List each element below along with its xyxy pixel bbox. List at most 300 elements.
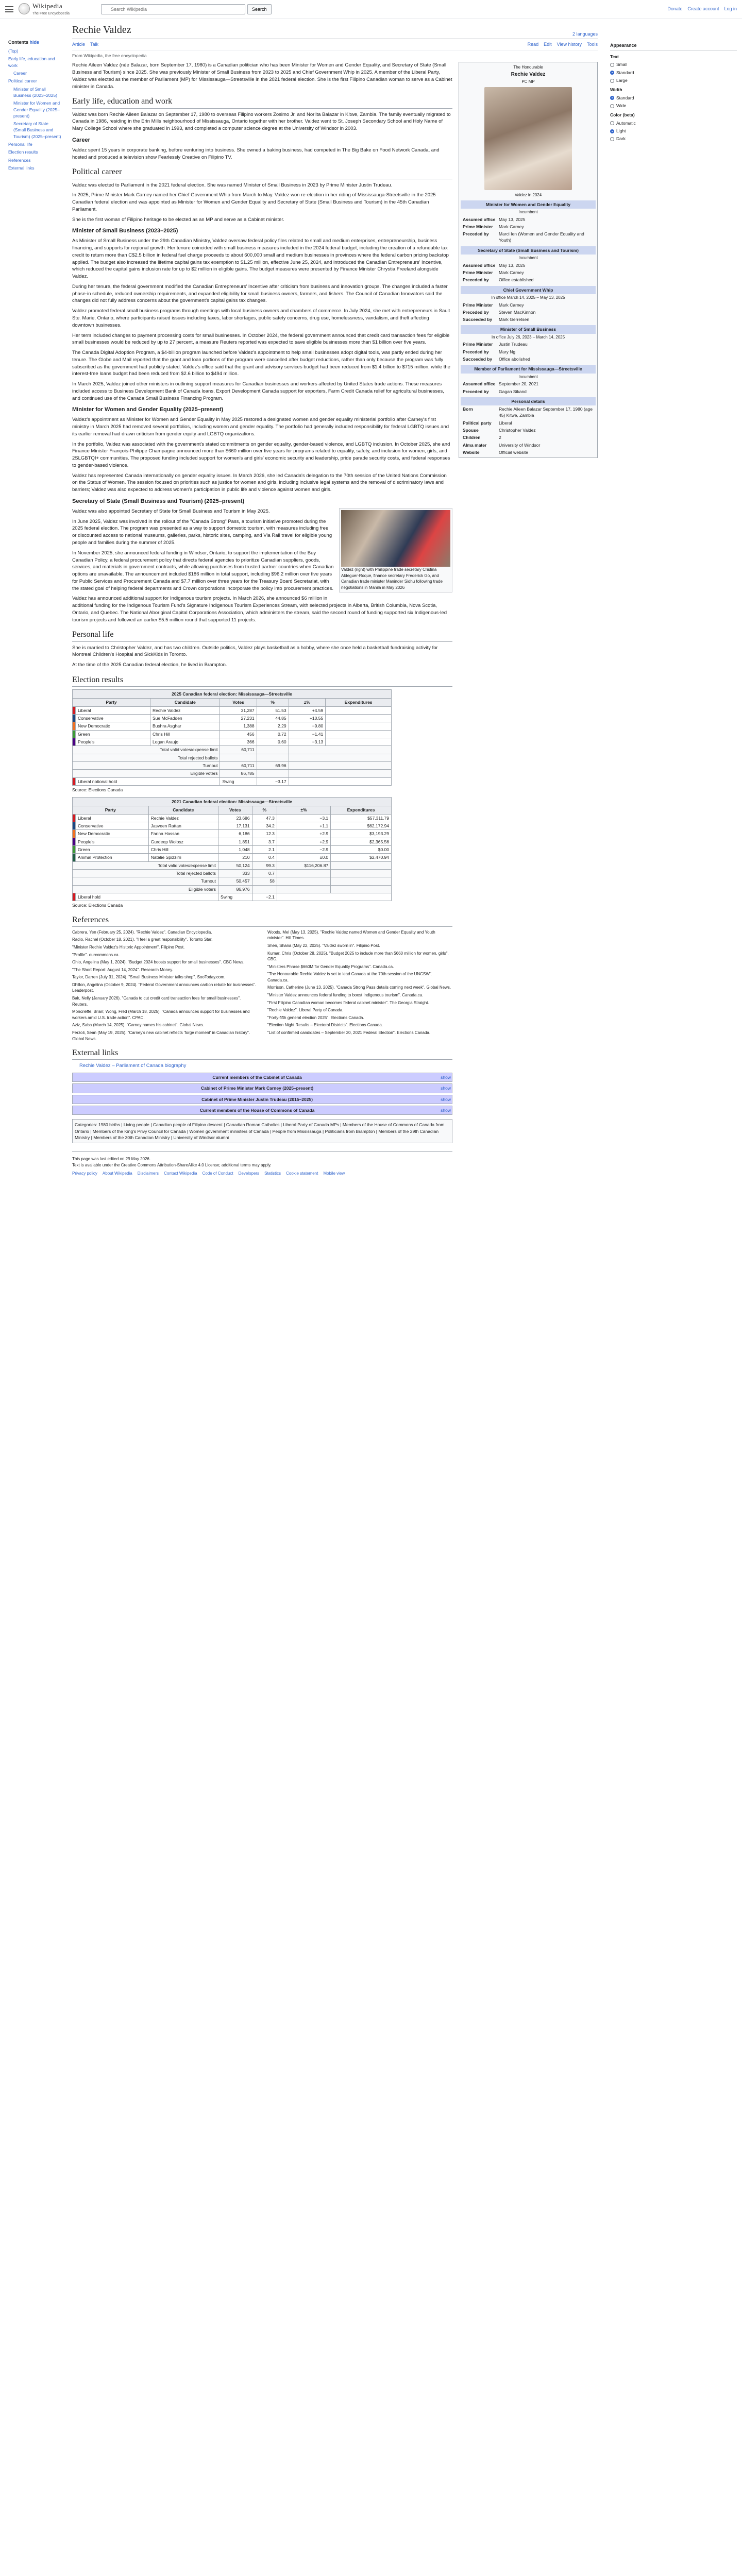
reference-item[interactable]	[72, 929, 257, 936]
footer-link-contact-wikipedia[interactable]: Contact Wikipedia	[164, 1171, 197, 1176]
table-row	[73, 722, 392, 730]
totals-label: Turnout	[73, 877, 218, 885]
reference-item[interactable]	[72, 937, 257, 943]
paragraph: As Minister of Small Business under the 29th Canadian Ministry, Valdez oversaw federal policy files related to small and medium enterprises, entrepreneurship, business financing, and supports for regional growth. Her tenure coincided with small business measures included in the 2024 federal budget, including the creation of a refundable tax credit to return more than C$2.5 billion in federal fuel charge proceeds to about 600,000 small and medium businesses in provinces where the federal carbon pricing backstop applied. The budget also increased the lifetime capital gains tax exemption to $1.25 million, effective June 25, 2024, and introduced the Canadian Entrepreneurs' Incentive, which reduced the capital gains inclusion rate for up to $2 million in eligible gains. The budget measures were presented by Finance Minister Chrystia Freeland alongside Valdez.	[72, 238, 449, 280]
reference-text: Cabrera, Yen (February 25, 2024). "Rechie Valdez". Canadian Encyclopedia.	[72, 929, 212, 935]
option-label: Standard	[616, 70, 634, 75]
row-label: Children	[463, 435, 481, 440]
value-cell: +10.55	[289, 715, 326, 722]
row-value[interactable]: Gagan Sikand	[499, 388, 527, 394]
search-input[interactable]	[101, 4, 245, 14]
row-value[interactable]: Mark Carney	[499, 270, 524, 276]
trade-photo[interactable]	[341, 510, 450, 567]
site-header	[0, 0, 742, 19]
infobox-row	[461, 216, 596, 223]
election-source[interactable]: Source: Elections Canada	[72, 903, 123, 908]
infobox-row	[461, 269, 596, 276]
login-link[interactable]: Log in	[724, 6, 737, 11]
user-links	[667, 6, 737, 12]
value-cell: 1,388	[220, 722, 257, 730]
toc-item-minister-for-women-and-gender-equality-2025-present[interactable]: Minister for Women and Gender Equality (2025–present)	[13, 100, 60, 118]
column-header: Votes	[220, 699, 257, 706]
totals-row	[73, 877, 392, 885]
infobox-row	[461, 230, 596, 244]
swing-value: −3.17	[257, 777, 289, 785]
navbox-title[interactable]: Cabinet of Prime Minister Justin Trudeau (2015–2025)	[201, 1096, 313, 1102]
footer-link-mobile-view[interactable]: Mobile view	[323, 1171, 345, 1176]
option-dark[interactable]	[610, 135, 737, 142]
row-label: Assumed office	[463, 262, 496, 268]
reference-item[interactable]	[267, 985, 452, 991]
reference-item[interactable]	[267, 1022, 452, 1028]
search-button[interactable]: Search	[247, 4, 272, 14]
row-value[interactable]: Mark Carney	[499, 302, 524, 308]
globe-icon	[19, 3, 30, 14]
hold-label: Liberal notional hold	[76, 777, 220, 785]
empty-cell	[331, 877, 392, 885]
empty-cell	[277, 893, 391, 901]
paragraph: Valdez has announced additional support for Indigenous tourism projects. In March 2026, she announced $6 million in additional funding for the Indigenous Tourism Fund's Signature Indigenous Tourism Experiences Stream, with selected projects in Alberta, British Columbia, Nova Scotia, Ontario, and Quebec. The National Aboriginal Capital Corporations Association, which administers the stream, said the second round of funding supported six Indigenous-led tourism projects and followed an earlier $5.5 million round that supported 11 projects.	[72, 596, 447, 623]
swing-value: −2.1	[252, 893, 277, 901]
radio-icon[interactable]	[610, 129, 614, 133]
wikipedia-logo[interactable]	[19, 2, 91, 16]
row-value[interactable]: Office abolished	[499, 357, 530, 362]
reference-text: Shen, Shana (May 22, 2025). "Valdez sworn in". Filipino Post.	[267, 943, 380, 948]
row-value[interactable]: May 13, 2025	[499, 262, 526, 268]
subsection-heading: Secretary of State (Small Business and Tourism) (2025–present)	[72, 498, 245, 504]
navbox-show-button[interactable]: show	[441, 1075, 451, 1080]
office-title[interactable]: Chief Government Whip	[461, 286, 596, 294]
navbox	[72, 1095, 452, 1104]
toc-item-political-career[interactable]: Political career	[8, 78, 37, 84]
reference-item[interactable]	[267, 992, 452, 998]
reference-item[interactable]	[72, 944, 257, 951]
infobox-row	[461, 405, 596, 419]
table-row	[73, 814, 392, 822]
navbox-header	[73, 1084, 452, 1092]
row-label: Preceded by	[463, 388, 489, 394]
option-label: Automatic	[616, 120, 636, 126]
reference-text: "Profile". ourcommons.ca.	[72, 952, 120, 957]
paragraph: She is married to Christopher Valdez, and has two children. Outside politics, Valdez plays basketball as a hobby, where she once held a basketball fundraising activity for Montreal Children's Hospital and SickKids in Toronto.	[72, 645, 438, 658]
value-cell: 1,851	[218, 838, 252, 845]
page-footer	[72, 1151, 452, 1180]
subsection-heading: Minister of Small Business (2023–2025)	[72, 228, 178, 234]
row-value[interactable]: Justin Trudeau	[499, 342, 528, 347]
value-cell: 27,231	[220, 715, 257, 722]
value-cell	[326, 730, 392, 738]
paragraph: In 2025, Prime Minister Mark Carney named her Chief Government Whip from March to May. Valdez won re-election in her riding of Mississauga-Streetsville in the 2025 Canadian federal election and was appointed as Minister for Women and Gender Equality and Secretary of State (Small Business and Tourism) in the 45th Canadian Parliament.	[72, 192, 436, 212]
reference-item[interactable]	[267, 1030, 452, 1036]
tab-talk[interactable]: Talk	[90, 42, 99, 47]
party-cell[interactable]: Green	[76, 730, 150, 738]
appearance-title: Appearance	[610, 42, 737, 50]
row-label: Preceded by	[463, 309, 489, 315]
infobox-row	[461, 380, 596, 387]
navbox	[72, 1083, 452, 1093]
totals-value	[277, 877, 330, 885]
election-table-title[interactable]: 2025 Canadian federal election: Mississauga—Streetsville	[72, 689, 392, 698]
toc-item-secretary-of-state-small-business-and-tourism-2025-present[interactable]: Secretary of State (Small Business and Tourism) (2025–present)	[13, 121, 61, 139]
toc-item-top[interactable]: (Top)	[8, 48, 19, 54]
toc-item-references[interactable]: References	[8, 157, 31, 163]
radio-icon[interactable]	[610, 121, 614, 125]
infobox-row	[461, 262, 596, 269]
references-list	[72, 929, 452, 1042]
footer-link-privacy-policy[interactable]: Privacy policy	[72, 1171, 97, 1176]
totals-row	[73, 754, 392, 761]
column-header: ±%	[289, 699, 326, 706]
reference-item[interactable]	[72, 974, 257, 980]
figure-caption: Valdez (right) with Philippine trade secretary Cristina Aldeguer-Roque, finance secretary Frederick Go, and Canadian trade minister Maninder Sidhu following trade negotiations in Manila in May 2026	[341, 567, 443, 590]
value-cell	[326, 722, 392, 730]
radio-icon[interactable]	[610, 79, 614, 83]
candidate-cell[interactable]: Farina Hassan	[148, 830, 218, 838]
column-header: Party	[73, 699, 150, 706]
column-header: Party	[73, 806, 149, 814]
totals-value: 333	[218, 869, 252, 877]
election-table	[72, 689, 392, 786]
candidate-cell[interactable]: Bushra Asghar	[150, 722, 220, 730]
row-label: Prime Minister	[463, 342, 493, 347]
infobox	[459, 62, 598, 458]
option-large[interactable]	[610, 77, 737, 83]
navbox-header	[73, 1073, 452, 1081]
value-cell: $3,193.29	[331, 830, 392, 838]
candidate-cell[interactable]: Jasveen Rattan	[148, 822, 218, 830]
navbox-show-button[interactable]: show	[441, 1108, 451, 1113]
row-value[interactable]: Official website	[499, 450, 529, 455]
value-cell: 47.3	[252, 814, 277, 822]
footer-link-developers[interactable]: Developers	[238, 1171, 260, 1176]
value-cell: −2.9	[277, 846, 330, 854]
lead-paragraph: Rechie Aileen Valdez (née Balazar, born September 17, 1980) is a Canadian politician who has been Minister for Women and Gender Equality, and Secretary of State (Small Business and Tourism) since 2025. She was previously Minister of Small Business from 2023 to 2025 and Chief Government Whip in 2025. A member of the Liberal Party, Valdez was elected as the member of Parliament (MP) for Mississauga—Streetsville in the 2021 federal election. She is the first Filipino Canadian woman to serve as a Cabinet minister in Canada.	[72, 62, 452, 90]
paragraph: In March 2025, Valdez joined other ministers in outlining support measures for Canadian businesses and workers affected by United States trade actions. These measures included access to Business Development Bank of Canada loans, Export Development Canada support for exporters, Farm Credit Canada relief for agricultural businesses, and continued use of the Canada Small Business Financing Program.	[72, 381, 444, 401]
toc-item-career[interactable]: Career	[13, 70, 27, 76]
footer-link-about-wikipedia[interactable]: About Wikipedia	[102, 1171, 132, 1176]
navbox-show-button[interactable]: show	[441, 1086, 451, 1091]
empty-cell	[289, 761, 391, 769]
categories-box[interactable]: Categories: 1980 births | Living people | Canadian people of Filipino descent | Canadian Roman Catholics | Liberal Party of Canada MPs | Members of the House of Commons of Canada from Ontario | Members of the King's Privy Council for Canada | Women government ministers of Canada | People from Mississauga | Politicians from Brampton | Members of the 29th Canadian Ministry | Members of the 30th Canadian Ministry | University of Windsor alumni	[72, 1119, 452, 1143]
totals-row	[73, 746, 392, 754]
candidate-cell[interactable]: Natalie Spizzirri	[148, 854, 218, 861]
party-cell[interactable]: People's	[76, 738, 150, 745]
office-status: In office July 26, 2023 – March 14, 2025	[491, 334, 565, 340]
appearance-group-label: Width	[610, 87, 622, 93]
toc-hide-button[interactable]: hide	[29, 40, 40, 45]
row-label: Political party	[463, 420, 492, 426]
subsection-heading: Minister for Women and Gender Equality (2025–present)	[72, 406, 224, 413]
option-standard[interactable]	[610, 70, 737, 76]
value-cell: 51.53	[257, 706, 289, 714]
candidate-cell[interactable]: Chris Hill	[150, 730, 220, 738]
totals-value: 86,785	[220, 770, 257, 777]
row-label: Alma mater	[463, 442, 487, 448]
empty-cell	[331, 861, 392, 869]
row-value[interactable]: Rechie Aileen Balazar September 17, 1980 (age 45) Kitwe, Zambia	[499, 406, 593, 418]
totals-value: 86,976	[218, 885, 252, 893]
office-title[interactable]: Minister for Women and Gender Equality	[461, 200, 596, 209]
swing-label: Swing	[218, 893, 252, 901]
value-cell: 23,686	[218, 814, 252, 822]
value-cell: +1.1	[277, 822, 330, 830]
footer-link-statistics[interactable]: Statistics	[264, 1171, 281, 1176]
candidate-cell[interactable]: Gurdeep Wolosz	[148, 838, 218, 845]
party-cell[interactable]: Liberal	[76, 706, 150, 714]
office-title[interactable]: Member of Parliament for Mississauga—Streetsville	[461, 365, 596, 373]
option-label: Small	[616, 62, 628, 67]
party-cell[interactable]: New Democratic	[76, 722, 150, 730]
photo-caption: Valdez in 2024	[514, 193, 542, 198]
radio-icon[interactable]	[610, 96, 614, 100]
row-value[interactable]: Marci Ien (Women and Gender Equality and Youth)	[499, 231, 584, 243]
row-label: Prime Minister	[463, 224, 493, 229]
portrait-photo[interactable]	[484, 87, 572, 190]
infobox-row	[461, 223, 596, 230]
totals-row	[73, 869, 392, 877]
navbox-title[interactable]: Current members of the House of Commons of Canada	[199, 1108, 315, 1113]
column-header: Candidate	[148, 806, 218, 814]
party-cell[interactable]: New Democratic	[76, 830, 149, 838]
table-row	[73, 730, 392, 738]
reference-item[interactable]	[72, 982, 257, 994]
reference-text: "Minister Rechie Valdez's Historic Appointment". Filipino Post.	[72, 944, 185, 950]
footer-link-code-of-conduct[interactable]: Code of Conduct	[202, 1171, 233, 1176]
totals-value	[257, 770, 289, 777]
create-account-link[interactable]: Create account	[687, 6, 719, 11]
reference-item[interactable]	[267, 929, 452, 941]
paragraph: Her term included changes to payment processing costs for small businesses. In October 2024, the federal government announced that credit card transaction fees for eligible small businesses would be reduced by up to 27 percent, a measure Reuters reported was expected to save eligible businesses more than $1 billion over five years.	[72, 332, 450, 346]
row-value[interactable]: Mark Carney	[499, 224, 524, 229]
value-cell	[326, 706, 392, 714]
reference-text: Ferzoli, Sean (May 19, 2025). "Carney's new cabinet reflects 'forge moment' in Canadian history". Global News.	[72, 1030, 250, 1041]
hold-row	[73, 777, 392, 785]
paragraph: Valdez was born Rechie Aileen Balazar on September 17, 1980 to overseas Filipino workers Zosimo Jr. and Norlita Balazar in Kitwe, Zambia. The family eventually migrated to Canada in 1986, residing in the Erin Mills neighbourhood of Mississauga, Ontario together with her brother. Valdez went to St. Joseph Secondary School and Holy Name of Mary College School where she graduated in 1993, and completed a computer science degree at the University of Windsor in 2003.	[72, 111, 451, 132]
option-standard[interactable]	[610, 95, 737, 101]
reference-item[interactable]	[267, 1015, 452, 1021]
reference-item[interactable]	[267, 951, 452, 962]
reference-text: "Forty-fifth general election 2025". Elections Canada.	[267, 1015, 364, 1020]
totals-label: Total valid votes/expense limit	[73, 861, 218, 869]
totals-value	[277, 885, 330, 893]
election-source[interactable]: Source: Elections Canada	[72, 787, 123, 792]
totals-value: 50,124	[218, 861, 252, 869]
value-cell: +2.9	[277, 830, 330, 838]
paragraph: In November 2025, she announced federal funding in Windsor, Ontario, to support the implementation of the Buy Canadian Policy, a federal procurement policy that directs federal agencies to prioritize Canadian suppliers, goods, services, and materials in government contracts, while allowing purchases from trusted partner countries when Canadian options are unavailable. The announcement included $186 million in total support, including $96.2 million over five years for Public Services and Procurement Canada and $7.7 million over three years for the Treasury Board Secretariat, with the stated goal of helping federal departments and Crown corporations incorporate the policy into procurement practices.	[72, 550, 334, 591]
navbox-title[interactable]: Current members of the Cabinet of Canada	[212, 1075, 302, 1080]
toc-item-election-results[interactable]: Election results	[8, 149, 38, 155]
table-row	[73, 830, 392, 838]
column-header: %	[257, 699, 289, 706]
office-title[interactable]: Minister of Small Business	[461, 325, 596, 333]
tab-article[interactable]: Article	[72, 42, 86, 47]
row-label: Prime Minister	[463, 302, 493, 308]
totals-value	[252, 885, 277, 893]
reference-item[interactable]	[72, 1022, 257, 1028]
footer-link-cookie-statement[interactable]: Cookie statement	[286, 1171, 318, 1176]
tab-tools[interactable]: Tools	[586, 42, 598, 47]
radio-icon[interactable]	[610, 104, 614, 108]
infobox-row	[461, 316, 596, 323]
infobox-suffix: PC MP	[521, 79, 535, 84]
navbox-header	[73, 1095, 452, 1104]
value-cell: $2,470.94	[331, 854, 392, 861]
totals-row	[73, 861, 392, 869]
row-value[interactable]: Steven MacKinnon	[499, 309, 536, 315]
candidate-cell[interactable]: Rechie Valdez	[148, 814, 218, 822]
row-value[interactable]: September 20, 2021	[499, 381, 539, 387]
reference-item[interactable]	[267, 971, 452, 983]
value-cell: $62,172.94	[331, 822, 392, 830]
toc-item-minister-of-small-business-2023-2025[interactable]: Minister of Small Business (2023–2025)	[13, 86, 58, 98]
reference-item[interactable]	[72, 1030, 257, 1042]
paragraph: Valdez has represented Canada internationally on gender equality issues. In March 2026, she led Canada's delegation to the 70th session of the United Nations Commission on the Status of Women. The session focused on priorities such as justice for women and girls, including inclusive legal systems and the removal of discriminatory laws and barriers; Valdez was also expected to address women's participation in public life and violence against women and girls.	[72, 472, 447, 493]
empty-cell	[289, 770, 391, 777]
reference-item[interactable]	[72, 967, 257, 973]
candidate-cell[interactable]: Rechie Valdez	[150, 706, 220, 714]
toc-item-external-links[interactable]: External links	[8, 165, 35, 171]
reference-text: "List of confirmed candidates – September 20, 2021 Federal Election". Elections Canada.	[267, 1030, 431, 1036]
reference-text: Woods, Mel (May 13, 2025). "Rechie Valdez named Women and Gender Equality and Youth minister". Hill Times.	[267, 929, 435, 941]
party-cell[interactable]: People's	[76, 838, 149, 845]
footer-links	[72, 1171, 452, 1177]
value-cell: $0.00	[331, 846, 392, 854]
row-value[interactable]: Christopher Valdez	[499, 428, 536, 433]
reference-text: Taylor, Darren (July 31, 2024). "Small Business Minister talks shop". SooToday.com.	[72, 975, 226, 980]
navbox-header	[73, 1106, 452, 1114]
trade-figure	[339, 508, 452, 592]
row-value[interactable]: May 13, 2025	[499, 216, 526, 222]
empty-cell	[289, 746, 391, 754]
candidate-cell[interactable]: Chris Hill	[148, 846, 218, 854]
row-value[interactable]: 2	[499, 435, 501, 440]
reference-item[interactable]	[267, 964, 452, 970]
value-cell: 210	[218, 854, 252, 861]
value-cell: −3.13	[289, 738, 326, 745]
main-menu-icon[interactable]	[5, 6, 13, 12]
donate-link[interactable]: Donate	[667, 6, 683, 11]
column-header: Expenditures	[331, 806, 392, 814]
reference-item[interactable]	[72, 959, 257, 965]
external-link[interactable]: Rechie Valdez – Parliament of Canada biography	[79, 1063, 187, 1069]
toc-item-personal-life[interactable]: Personal life	[8, 142, 32, 147]
radio-icon[interactable]	[610, 71, 614, 75]
row-label: Assumed office	[463, 216, 496, 222]
option-light[interactable]	[610, 128, 737, 134]
reference-item[interactable]	[267, 943, 452, 949]
totals-label: Total rejected ballots	[73, 754, 220, 761]
navbox-title[interactable]: Cabinet of Prime Minister Mark Carney (2025–present)	[200, 1086, 314, 1091]
column-header: Expenditures	[326, 699, 392, 706]
reference-item[interactable]	[72, 952, 257, 958]
language-button[interactable]: 2 languages	[572, 31, 598, 37]
party-cell[interactable]: Liberal	[76, 814, 149, 822]
table-row	[73, 706, 392, 714]
totals-value: 69.96	[257, 761, 289, 769]
radio-icon[interactable]	[610, 63, 614, 67]
reference-text: Dhillon, Angelina (October 9, 2024). "Federal Government announces carbon rebate for businesses". Leaderpost.	[72, 982, 256, 993]
value-cell: 44.85	[257, 715, 289, 722]
column-header: %	[252, 806, 277, 814]
infobox-name: Rechie Valdez	[511, 71, 546, 77]
empty-cell	[289, 754, 391, 761]
tab-read[interactable]: Read	[527, 42, 539, 47]
row-label: Assumed office	[463, 381, 496, 387]
option-automatic[interactable]	[610, 120, 737, 126]
office-status: In office March 14, 2025 – May 13, 2025	[491, 295, 565, 300]
row-value[interactable]: Liberal	[499, 420, 512, 426]
paragraph: Valdez spent 15 years in corporate banking, before venturing into business. She owned a baking business, had competed in The Big Bake on Food Network Canada, and hosted and produced a television show Fearlessly Creative on Filipino TV.	[72, 147, 440, 160]
reference-text: Ohio, Angelina (May 1, 2024). "Budget 2024 boosts support for small businesses". CBC News.	[72, 960, 245, 965]
tab-history[interactable]: View history	[556, 42, 582, 47]
candidate-cell[interactable]: Logan Araujo	[150, 738, 220, 745]
value-cell: 2.1	[252, 846, 277, 854]
radio-icon[interactable]	[610, 137, 614, 141]
row-value[interactable]: Mary Ng	[499, 349, 516, 354]
infobox-row	[461, 427, 596, 434]
totals-label: Total rejected ballots	[73, 869, 218, 877]
infobox-prefix: The Honourable	[513, 65, 543, 70]
reference-text: Moncrieffe, Brian; Wong, Fred (March 18, 2025). "Canada announces support for businesses and workers amid U.S. trade action". CPAC.	[72, 1009, 250, 1020]
reference-text: "Rechie Valdez". Liberal Party of Canada.	[267, 1008, 344, 1013]
party-cell[interactable]: Conservative	[76, 822, 149, 830]
empty-cell	[331, 885, 392, 893]
tagline: The Free Encyclopedia	[32, 11, 70, 15]
totals-label: Eligible voters	[73, 770, 220, 777]
reference-item[interactable]	[267, 1000, 452, 1006]
navbox	[72, 1073, 452, 1082]
reference-item[interactable]	[267, 1007, 452, 1013]
infobox-row	[461, 276, 596, 283]
office-title[interactable]: Secretary of State (Small Business and Tourism)	[461, 246, 596, 255]
paragraph: Valdez was also appointed Secretary of State for Small Business and Tourism in May 2025.	[72, 508, 270, 514]
column-header: ±%	[277, 806, 330, 814]
infobox-row	[461, 434, 596, 441]
option-label: Large	[616, 77, 628, 83]
option-small[interactable]	[610, 61, 737, 67]
totals-row	[73, 761, 392, 769]
totals-value	[220, 754, 257, 761]
totals-label: Turnout	[73, 761, 220, 769]
row-value[interactable]: University of Windsor	[499, 442, 541, 448]
value-cell: $2,365.56	[331, 838, 392, 845]
table-row	[73, 854, 392, 861]
value-cell: −1.41	[289, 730, 326, 738]
table-row	[73, 846, 392, 854]
infobox-row	[461, 355, 596, 363]
party-cell[interactable]: Conservative	[76, 715, 150, 722]
row-value[interactable]: Mark Gerretsen	[499, 317, 530, 323]
section-heading: Political career	[72, 166, 452, 179]
row-value[interactable]: Office established	[499, 277, 534, 283]
party-cell[interactable]: Animal Protection	[76, 854, 149, 861]
election-table-title[interactable]: 2021 Canadian federal election: Mississauga—Streetsville	[72, 797, 392, 806]
reference-item[interactable]	[72, 1009, 257, 1021]
option-wide[interactable]	[610, 103, 737, 109]
navbox-show-button[interactable]: show	[441, 1096, 451, 1102]
references-heading: References	[72, 914, 452, 927]
toc-item-early-life-education-and-work[interactable]: Early life, education and work	[8, 56, 55, 68]
footer-link-disclaimers[interactable]: Disclaimers	[137, 1171, 159, 1176]
option-label: Wide	[616, 103, 627, 108]
party-cell[interactable]: Green	[76, 846, 149, 854]
candidate-cell[interactable]: Sue McFadden	[150, 715, 220, 722]
toc-title: Contents	[8, 40, 28, 45]
reference-text: "First Filipino Canadian woman becomes federal cabinet minister". The Georgia Straight.	[267, 1000, 429, 1005]
tab-edit[interactable]: Edit	[544, 42, 552, 47]
reference-item[interactable]	[72, 995, 257, 1007]
table-row	[73, 715, 392, 722]
